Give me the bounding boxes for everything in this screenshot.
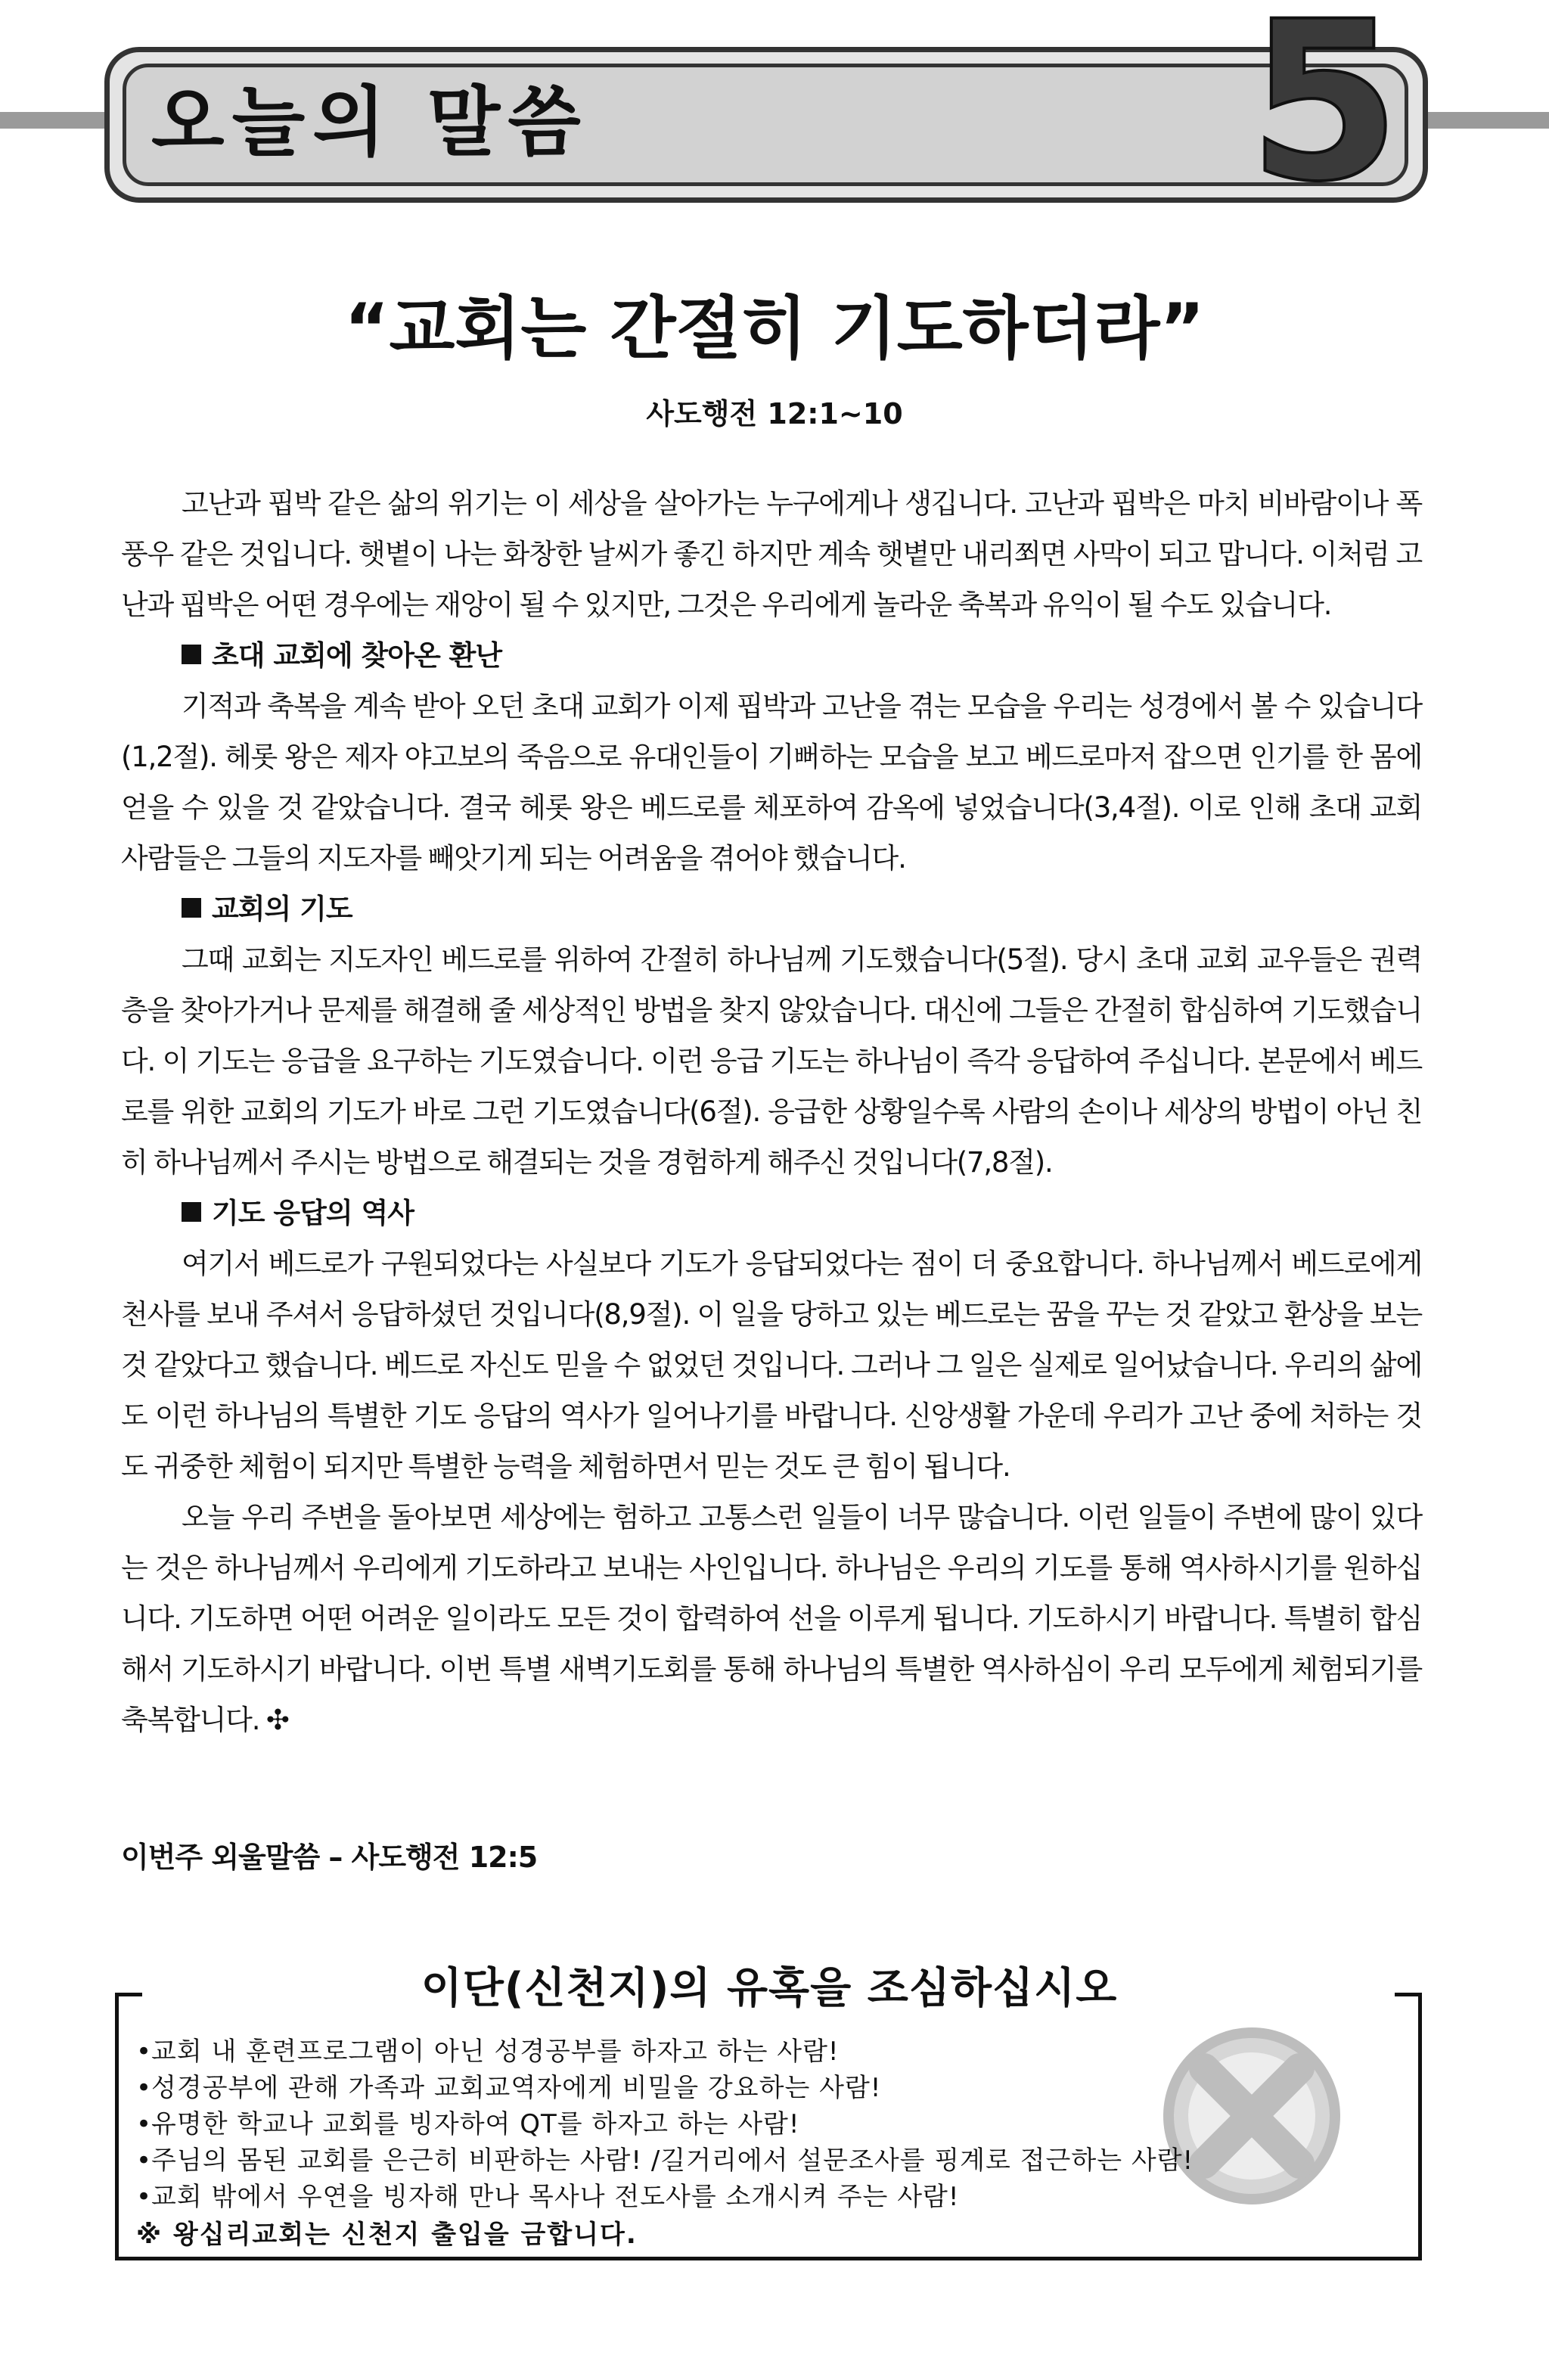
weekly-memory-verse: 이번주 외울말씀 – 사도행전 12:5 — [121, 1841, 538, 1874]
section-heading: 교회의 기도 — [121, 884, 1422, 934]
warning-item: • 교회 내 훈련프로그램이 아닌 성경공부를 하자고 하는 사람! — [136, 2034, 1377, 2070]
section-heading: 기도 응답의 역사 — [121, 1188, 1422, 1238]
section-title: 오늘의 말씀 — [151, 78, 588, 166]
section-paragraph: 여기서 베드로가 구원되었다는 사실보다 기도가 응답되었다는 점이 더 중요합니다. 하나님께서 베드로에게 천사를 보내 주셔서 응답하셨던 것입니다(8,9절). 이 일을 당하고 있는 베드로는 꿈을 꾸는 것 같았고 환상을 보는 것 같았다고 했습니다. 베드로 자신도 믿을 수 없었던 것입니다. 그러나 그 일은 실제로 일어났습니다. 우리의 삶에도 이런 하나님의 특별한 기도 응답의 역사가 일어나기를 바랍니다. 신앙생활 가운데 우리가 고난 중에 처하는 것도 귀중한 체험이 되지만 특별한 능력을 체험하면서 믿는 것도 큰 힘이 됩니다. — [121, 1247, 1422, 1483]
intro-paragraph: 고난과 핍박 같은 삶의 위기는 이 세상을 살아가는 누구에게나 생깁니다. 고난과 핍박은 마치 비바람이나 폭풍우 같은 것입니다. 햇볕이 나는 화창한 날씨가 좋긴 하지만 계속 햇볕만 내리쬐면 사막이 되고 맙니다. 이처럼 고난과 핍박은 어떤 경우에는 재앙이 될 수 있지만, 그것은 우리에게 놀라운 축복과 유익이 될 수도 있습니다. — [121, 487, 1422, 621]
square-bullet-icon — [182, 898, 201, 918]
warning-box-corner — [1395, 1993, 1422, 1996]
warning-item: • 교회 밖에서 우연을 빙자해 만나 목사나 전도사를 소개시켜 주는 사람! — [136, 2179, 1377, 2215]
warning-list — [136, 2034, 1377, 2215]
warning-item: • 주님의 몸된 교회를 은근히 비판하는 사람! /길거리에서 설문조사를 핑계로 접근하는 사람! — [136, 2142, 1377, 2179]
square-bullet-icon — [182, 645, 201, 664]
section-paragraph: 오늘 우리 주변을 돌아보면 세상에는 험하고 고통스런 일들이 너무 많습니다. 이런 일들이 주변에 많이 있다는 것은 하나님께서 우리에게 기도하라고 보내는 사인입니다. 하나님은 우리의 기도를 통해 역사하시기를 원하십니다. 기도하면 어떤 어려운 일이라도 모든 것이 합력하여 선을 이루게 됩니다. 기도하시기 바랍니다. 특별히 합심해서 기도하시기 바랍니다. 이번 특별 새벽기도회를 통해 하나님의 특별한 역사하심이 우리 모두에게 체험되기를 축복합니다. ✣ — [121, 1501, 1422, 1736]
warning-item: • 유명한 학교나 교회를 빙자하여 QT를 하자고 하는 사람! — [136, 2106, 1377, 2142]
sermon-title: “교회는 간절히 기도하더라” — [344, 289, 1205, 368]
page-number: 5 — [1248, 0, 1401, 230]
section-paragraph: 기적과 축복을 계속 받아 오던 초대 교회가 이제 핍박과 고난을 겪는 모습을 우리는 성경에서 볼 수 있습니다(1,2절). 헤롯 왕은 제자 야고보의 죽음으로 유대인들이 기뻐하는 모습을 보고 베드로마저 잡으면 인기를 한 몸에 얻을 수 있을 것 같았습니다. 결국 헤롯 왕은 베드로를 체포하여 감옥에 넣었습니다(3,4절). 이로 인해 초대 교회 사람들은 그들의 지도자를 빼앗기게 되는 어려움을 겪어야 했습니다. — [121, 690, 1422, 875]
section-paragraph: 그때 교회는 지도자인 베드로를 위하여 간절히 하나님께 기도했습니다(5절). 당시 초대 교회 교우들은 권력층을 찾아가거나 문제를 해결해 줄 세상적인 방법을 찾지 않았습니다. 대신에 그들은 간절히 합심하여 기도했습니다. 이 기도는 응급을 요구하는 기도였습니다. 이런 응급 기도는 하나님이 즉각 응답하여 주십니다. 본문에서 베드로를 위한 교회의 기도가 바로 그런 기도였습니다(6절). 응급한 상황일수록 사람의 손이나 세상의 방법이 아닌 친히 하나님께서 주시는 방법으로 해결되는 것을 경험하게 해주신 것입니다(7,8절). — [121, 943, 1422, 1179]
sermon-body — [121, 478, 1422, 1745]
warning-box-corner — [115, 1993, 142, 1996]
warning-item: • 성경공부에 관해 가족과 교회교역자에게 비밀을 강요하는 사람! — [136, 2070, 1377, 2106]
scripture-reference: 사도행전 12:1~10 — [646, 397, 903, 430]
warning-title: 이단(신천지)의 유혹을 조심하십시오 — [144, 1961, 1395, 2017]
section-heading: 초대 교회에 찾아온 환난 — [121, 630, 1422, 681]
square-bullet-icon — [182, 1202, 201, 1222]
warning-note: ※ 왕십리교회는 신천지 출입을 금합니다. — [136, 2220, 638, 2250]
